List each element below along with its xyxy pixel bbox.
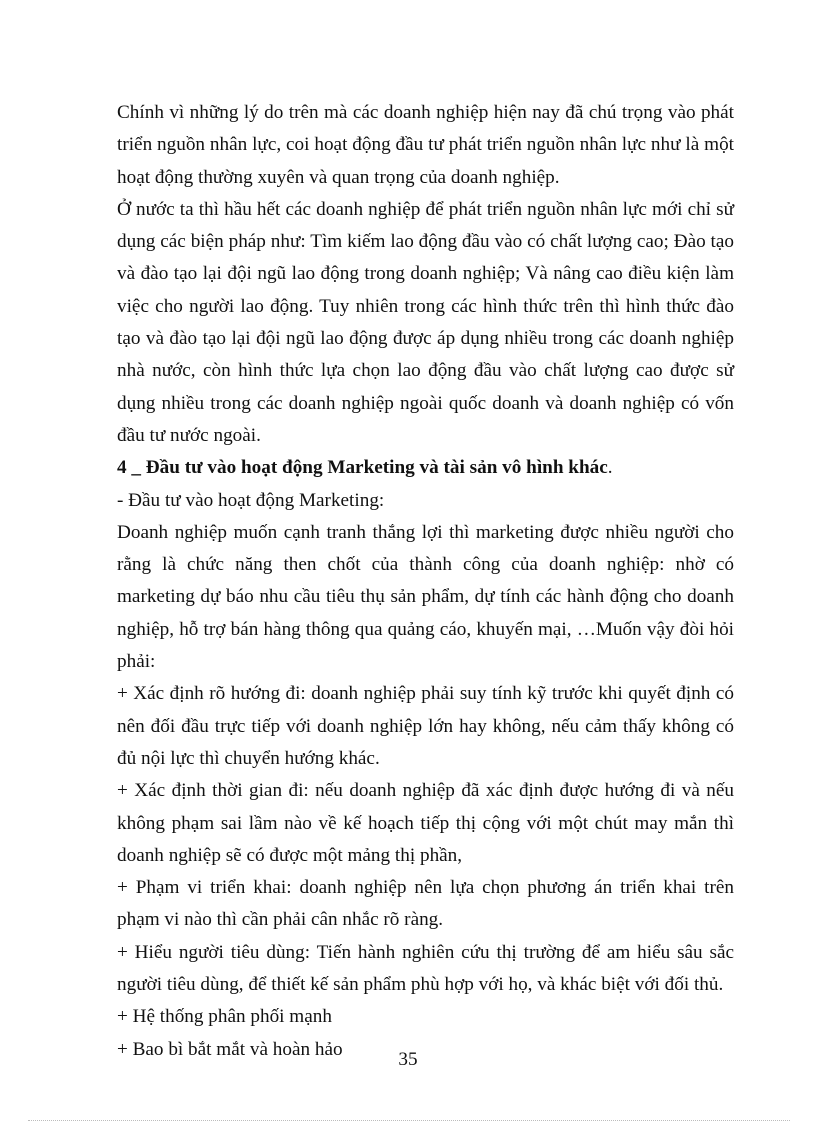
list-item-consumers: + Hiểu người tiêu dùng: Tiến hành nghiên cứu thị trường để am hiểu sâu sắc người tiêu dùng, để thiết kế sản phẩm phù hợp với họ, và khác biệt với đối thủ. [117,941,734,996]
subheading-marketing: - Đầu tư vào hoạt động Marketing: [117,489,385,511]
section-heading [117,452,734,484]
list-item-direction: + Xác định rõ hướng đi: doanh nghiệp phải suy tính kỹ trước khi quyết định có nên đối đầu trực tiếp với doanh nghiệp lớn hay không, nếu cảm thấy không có đủ nội lực thì chuyển hướng khác. [117,683,734,769]
page-body [117,97,734,1066]
list-item-distribution: + Hệ thống phân phối mạnh [117,1006,332,1028]
list-item-timing: + Xác định thời gian đi: nếu doanh nghiệp đã xác định được hướng đi và nếu không phạm sai lầm nào về kế hoạch tiếp thị cộng với một chút may mắn thì doanh nghiệp sẽ có được một mảng thị phần, [117,780,734,866]
section-title: Đầu tư vào hoạt động Marketing và tài sản vô hình khác [145,457,608,479]
list-item-packaging: + Bao bì bắt mắt và hoàn hảo [117,1038,343,1060]
section-heading-end: . [607,457,613,479]
paragraph-domestic-practice: Ở nước ta thì hầu hết các doanh nghiệp để phát triển nguồn nhân lực mới chỉ sử dụng các biện pháp như: Tìm kiếm lao động đầu vào có chất lượng cao; Đào tạo và đào tạo lại đội ngũ lao động trong doanh nghiệp; Và nâng cao điều kiện làm việc cho người lao động. Tuy nhiên trong các hình thức trên thì hình thức đào tạo và đào tạo lại đội ngũ lao động được áp dụng nhiều trong các doanh nghiệp nhà nước, còn hình thức lựa chọn lao động đầu vào chất lượng cao được sử dụng nhiều trong các doanh nghiệp ngoài quốc doanh và doanh nghiệp có vốn đầu tư nước ngoài. [117,198,734,446]
list-item-scope: + Phạm vi triển khai: doanh nghiệp nên lựa chọn phương án triển khai trên phạm vi nào thì cần phải cân nhắc rõ ràng. [117,877,734,931]
paragraph-marketing-intro: Doanh nghiệp muốn cạnh tranh thắng lợi thì marketing được nhiều người cho rằng là chức năng then chốt của thành công của doanh nghiệp: nhờ có marketing dự báo nhu cầu tiêu thụ sản phẩm, dự tính các hành động cho doanh nghiệp, hỗ trợ bán hàng thông qua quảng cáo, khuyến mại, …Muốn vậy đòi hỏi phải: [117,521,734,673]
paragraph-hr-importance: Chính vì những lý do trên mà các doanh nghiệp hiện nay đã chú trọng vào phát triển nguồn nhân lực, coi hoạt động đầu tư phát triển nguồn nhân lực như là một hoạt động thường xuyên và quan trọng của doanh nghiệp. [117,102,734,188]
footer-dotted-rule [28,1120,790,1121]
page-number: 35 [398,1049,418,1070]
section-number: 4 _ [117,457,141,479]
